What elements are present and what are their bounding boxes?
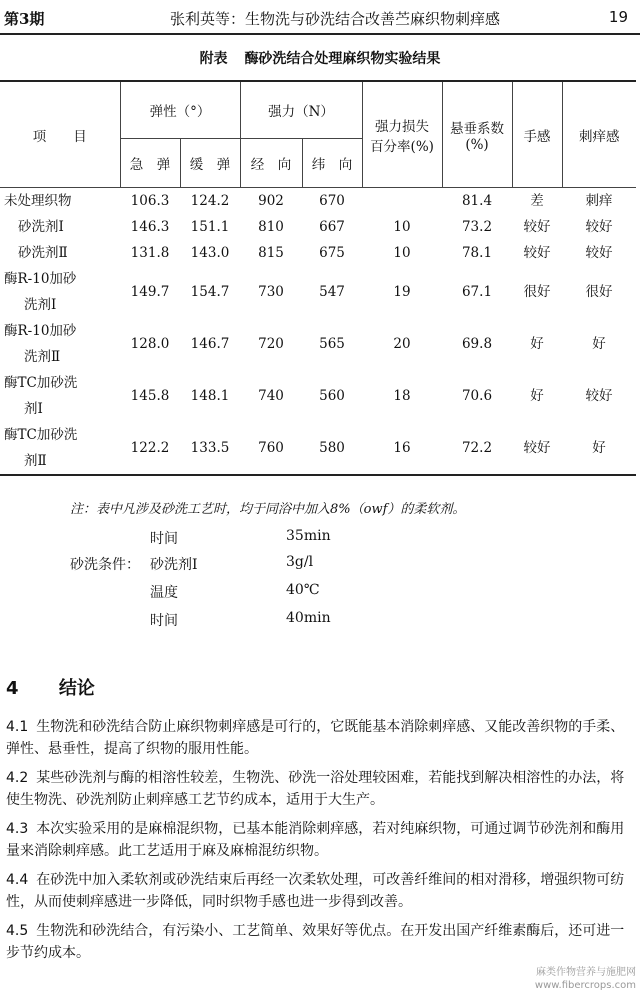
table-row: [0, 214, 636, 240]
cell-weft: 560: [319, 388, 345, 404]
table-caption: [0, 48, 640, 68]
cell-drape: 73.2: [461, 219, 493, 235]
condition-row: [70, 528, 470, 552]
col-elasticity: 弹性（°）: [120, 81, 240, 139]
col-strength-loss: [362, 81, 442, 188]
condition-row: [70, 610, 470, 634]
cell-itch: 好: [592, 336, 606, 352]
row-name-line2: 剂Ⅰ: [24, 401, 43, 417]
section-heading: [6, 674, 95, 700]
row-name: [0, 422, 120, 475]
col-warp: 经 向: [240, 139, 302, 188]
cell-warp: 730: [258, 284, 284, 300]
row-name: [0, 266, 120, 318]
cell-quick: 149.7: [130, 284, 170, 300]
paragraph: [6, 716, 632, 760]
cell-weft: 565: [319, 336, 345, 352]
condition-value: 35min: [286, 528, 331, 544]
col-strength-loss-line2: 百分率(%): [370, 138, 434, 155]
table-row: [0, 422, 636, 475]
sand-wash-conditions: [70, 528, 470, 638]
table-row: [0, 266, 636, 318]
condition-row: [70, 582, 470, 606]
results-table: [0, 80, 636, 476]
page-number: 19: [608, 8, 628, 26]
cell-drape: 67.1: [461, 284, 493, 300]
cell-loss: 16: [393, 440, 411, 456]
table-caption-label: 附表: [199, 51, 228, 67]
paragraph-text: 生物洗和砂洗结合，有污染小、工艺简单、效果好等优点。在开发出国产纤维素酶后，还可进一步节约成本。: [6, 923, 625, 961]
cell-hand: 差: [530, 193, 544, 209]
cell-quick: 106.3: [130, 193, 170, 209]
col-drape: [442, 81, 512, 188]
cell-warp: 720: [258, 336, 284, 352]
table-caption-text: 酶砂洗结合处理麻织物实验结果: [244, 51, 441, 67]
row-name-line1: 酶TC加砂洗: [4, 375, 78, 391]
paragraph-number: 4.4: [6, 872, 29, 888]
col-quick: 急 弹: [120, 139, 180, 188]
paragraph-number: 4.5: [6, 923, 29, 939]
paragraph-number: 4.3: [6, 821, 29, 837]
paragraph-text: 在砂洗中加入柔软剂或砂洗结束后再经一次柔软处理，可改善纤维间的相对滑移，增强织物可纺性，从而使刺痒感进一步降低，同时织物手感也进一步得到改善。: [6, 872, 625, 910]
cell-slow: 154.7: [190, 284, 230, 300]
paragraph-number: 4.1: [6, 719, 29, 735]
paragraph-text: 某些砂洗剂与酶的相溶性较差，生物洗、砂洗一浴处理较困难，若能找到解决相溶性的办法，将使生物洗、砂洗剂防止刺痒感工艺节约成本，适用于大生产。: [6, 770, 625, 808]
condition-value: 40min: [286, 610, 331, 626]
table-row: [0, 188, 636, 215]
cell-hand: 好: [530, 388, 544, 404]
cell-weft: 667: [319, 219, 345, 235]
cell-weft: 675: [319, 245, 345, 261]
cell-weft: 580: [319, 440, 345, 456]
paragraph: [6, 818, 632, 862]
watermark-line2: www.fibercrops.com: [534, 980, 636, 991]
cell-loss: 10: [393, 245, 411, 261]
col-strength-loss-line1: 强力损失: [375, 118, 429, 135]
paragraph: [6, 920, 632, 964]
paragraph-text: 本次实验采用的是麻棉混织物，已基本能消除刺痒感，若对纯麻织物，可通过调节砂洗剂和酶用量来消除刺痒感。此工艺适用于麻及麻棉混纺织物。: [6, 821, 625, 859]
cell-warp: 740: [258, 388, 284, 404]
cell-warp: 902: [258, 193, 284, 209]
cell-drape: 81.4: [461, 193, 493, 209]
section-title: 结论: [58, 678, 95, 699]
col-strength: 强力（N）: [240, 81, 362, 139]
table-note: 注：表中凡涉及砂洗工艺时，均于同浴中加入8%（owf）的柔软剂。: [70, 502, 466, 517]
cell-loss: 19: [393, 284, 411, 300]
paragraph: [6, 767, 632, 811]
condition-key: 时间: [150, 613, 178, 629]
cell-drape: 70.6: [461, 388, 493, 404]
cell-quick: 128.0: [130, 336, 170, 352]
cell-drape: 78.1: [461, 245, 493, 261]
cell-hand: 较好: [523, 219, 551, 235]
conclusions: [6, 716, 632, 971]
cell-weft: 670: [319, 193, 345, 209]
cell-slow: 148.1: [190, 388, 230, 404]
condition-value: 3g/l: [286, 554, 314, 570]
cell-warp: 810: [258, 219, 284, 235]
row-name-line1: 酶R-10加砂: [4, 323, 77, 339]
cell-drape: 72.2: [461, 440, 493, 456]
col-itch: 刺痒感: [562, 81, 636, 188]
row-name-line2: 洗剂Ⅰ: [24, 297, 57, 313]
cell-quick: 122.2: [130, 440, 170, 456]
row-name: 砂洗剂Ⅱ: [18, 245, 68, 261]
paragraph-text: 生物洗和砂洗结合防止麻织物刺痒感是可行的，它既能基本消除刺痒感、又能改善织物的手柔、弹性、悬垂性，提高了织物的服用性能。: [6, 719, 625, 757]
header-rule: [0, 33, 640, 35]
cell-itch: 刺痒: [585, 193, 613, 209]
cell-warp: 815: [258, 245, 284, 261]
cell-itch: 好: [592, 440, 606, 456]
row-name-line1: 酶R-10加砂: [4, 271, 77, 287]
conditions-label: 砂洗条件：: [70, 557, 140, 573]
cell-slow: 146.7: [190, 336, 230, 352]
cell-warp: 760: [258, 440, 284, 456]
paragraph-number: 4.2: [6, 770, 29, 786]
cell-quick: 145.8: [130, 388, 170, 404]
issue-number: 第3期: [4, 10, 45, 28]
col-drape-line2: (%): [465, 136, 489, 153]
cell-itch: 较好: [585, 219, 613, 235]
col-weft: 纬 向: [302, 139, 362, 188]
running-title: 张利英等：生物洗与砂洗结合改善苎麻织物刺痒感: [170, 10, 501, 28]
site-watermark: [535, 966, 636, 992]
col-slow: 缓 弹: [180, 139, 240, 188]
cell-itch: 较好: [585, 388, 613, 404]
condition-key: 温度: [150, 585, 178, 601]
col-drape-line1: 悬垂系数: [450, 120, 504, 137]
row-name: 未处理织物: [4, 193, 72, 209]
condition-value: 40℃: [286, 582, 320, 598]
condition-key: 时间: [150, 531, 178, 547]
cell-hand: 较好: [523, 440, 551, 456]
table-row: [0, 318, 636, 370]
cell-weft: 547: [319, 284, 345, 300]
cell-loss: 10: [393, 219, 411, 235]
paragraph: [6, 869, 632, 913]
cell-itch: 较好: [585, 245, 613, 261]
cell-slow: 133.5: [190, 440, 230, 456]
cell-quick: 131.8: [130, 245, 170, 261]
cell-hand: 好: [530, 336, 544, 352]
cell-hand: 很好: [523, 284, 551, 300]
cell-hand: 较好: [523, 245, 551, 261]
cell-slow: 151.1: [190, 219, 230, 235]
row-name: [0, 370, 120, 422]
condition-key: 砂洗剂Ⅰ: [150, 557, 198, 573]
table-row: [0, 370, 636, 422]
cell-drape: 69.8: [461, 336, 493, 352]
watermark-line1: 麻类作物营养与施肥网: [536, 967, 636, 978]
row-name-line2: 洗剂Ⅱ: [24, 349, 61, 365]
col-item: 项 目: [0, 81, 120, 188]
section-number: 4: [6, 678, 19, 699]
row-name: 砂洗剂Ⅰ: [18, 219, 64, 235]
cell-loss: 20: [393, 336, 411, 352]
cell-loss: [362, 188, 442, 215]
col-hand: 手感: [512, 81, 562, 188]
running-header: [0, 0, 640, 34]
cell-loss: 18: [393, 388, 411, 404]
cell-slow: 124.2: [190, 193, 230, 209]
cell-quick: 146.3: [130, 219, 170, 235]
row-name-line1: 酶TC加砂洗: [4, 427, 78, 443]
row-name-line2: 剂Ⅱ: [24, 453, 47, 469]
condition-row: [70, 554, 470, 578]
cell-itch: 很好: [585, 284, 613, 300]
table-row: [0, 240, 636, 266]
cell-slow: 143.0: [190, 245, 230, 261]
row-name: [0, 318, 120, 370]
